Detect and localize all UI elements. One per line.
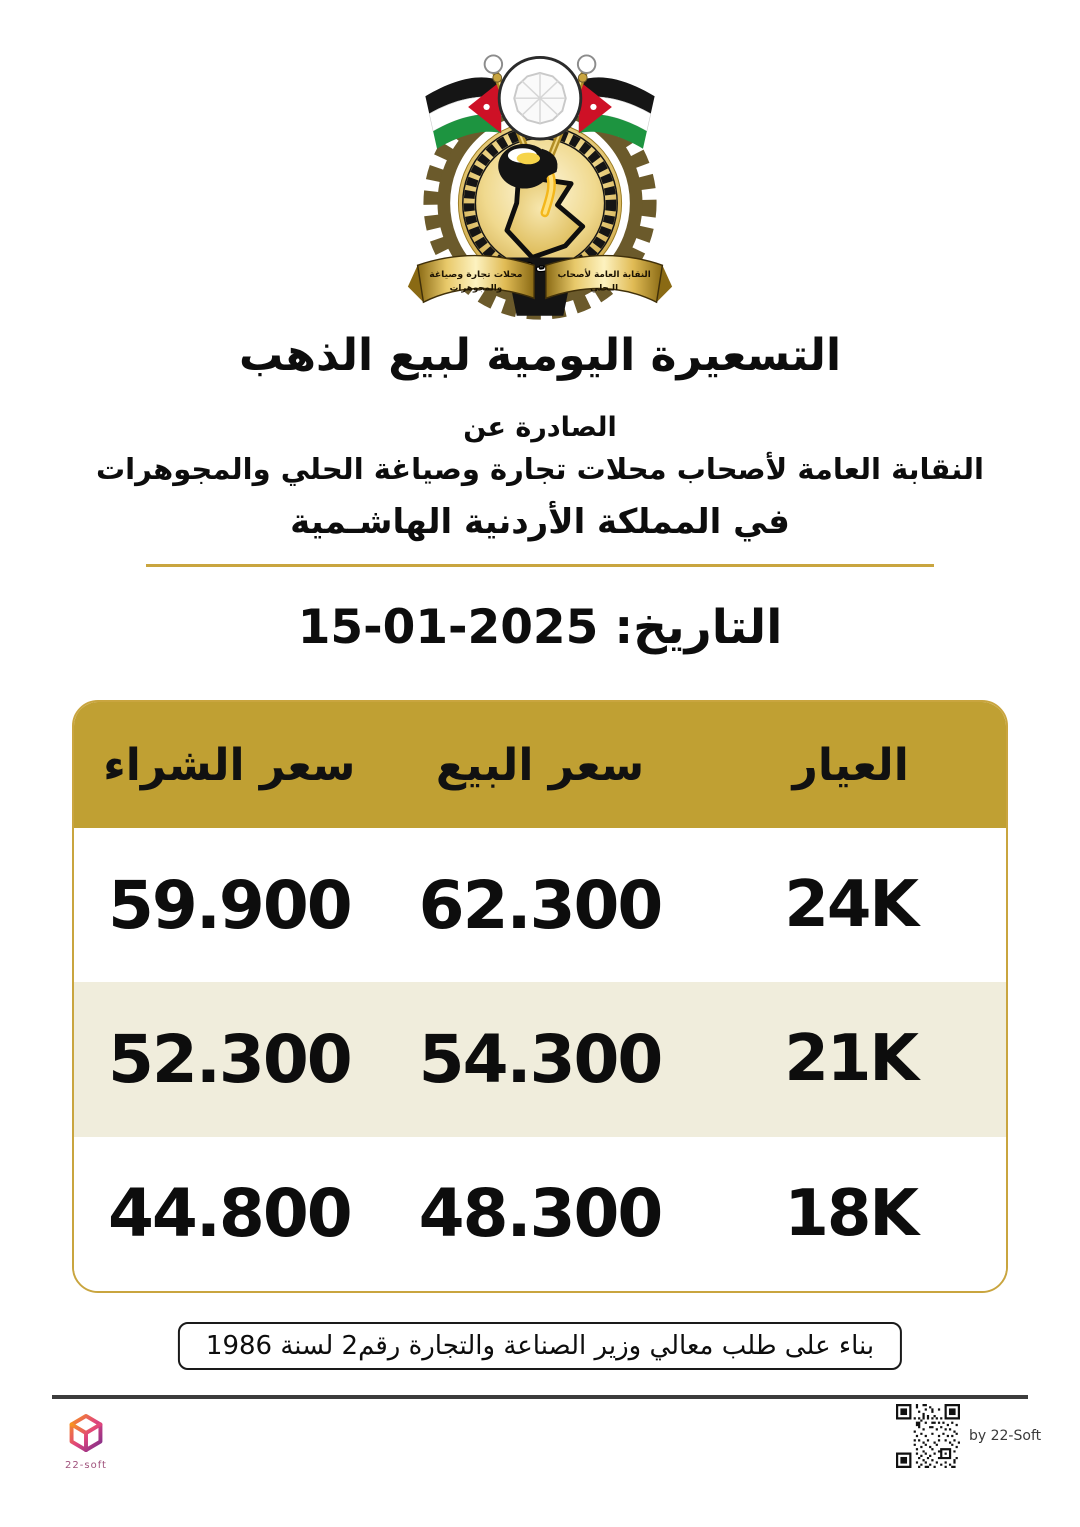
header-karat: العيار	[792, 739, 909, 791]
qr-caption: by 22-Soft	[969, 1428, 1042, 1444]
issuer-name: النقابة العامة لأصحاب محلات تجارة وصياغة الحلي والمجوهرات	[96, 452, 984, 486]
sell-price-cell: 62.300	[418, 866, 662, 944]
date-label: التاريخ:	[614, 600, 783, 655]
karat-cell: 18K	[784, 1176, 917, 1251]
sell-price-cell: 48.300	[418, 1175, 662, 1253]
legal-note: بناء على طلب معالي وزير الصناعة والتجارة رقم2 لسنة 1986	[178, 1322, 902, 1370]
table-row-21k	[74, 982, 1006, 1136]
qr-code-icon	[896, 1404, 960, 1468]
qr-block	[896, 1404, 1041, 1468]
header-sell-price: سعر البيع	[435, 739, 645, 791]
gold-price-table	[72, 700, 1008, 1293]
buy-price-cell: 59.900	[108, 866, 351, 944]
brand-block	[54, 1412, 118, 1471]
page-title: التسعيرة اليومية لبيع الذهب	[238, 330, 842, 381]
karat-cell: 24K	[784, 868, 917, 943]
svg-text:النقابة العامة لأصحاب: النقابة العامة لأصحاب	[557, 269, 651, 280]
date-value: 15-01-2025	[297, 600, 599, 655]
svg-text:الـحلي: الـحلي	[590, 283, 619, 294]
svg-text:والمجوهرات: والمجوهرات	[449, 283, 503, 294]
table-row-18k	[74, 1137, 1006, 1291]
issued-by-label: الصادرة عن	[463, 412, 617, 443]
syndicate-logo	[404, 22, 676, 328]
date-line	[0, 600, 1080, 655]
svg-text:محلات تجارة وصياغة: محلات تجارة وصياغة	[429, 269, 523, 280]
region-name: في المملكة الأردنية الهاشـمية	[290, 502, 790, 542]
buy-price-cell: 44.800	[108, 1175, 351, 1253]
syndicate-emblem-graphic	[404, 22, 676, 324]
header-buy-price: سعر الشراء	[103, 739, 356, 791]
table-header-row	[74, 702, 1006, 828]
table-row-24k	[74, 828, 1006, 982]
22soft-cube-icon	[65, 1412, 107, 1454]
brand-label: 22-soft	[65, 1460, 107, 1471]
diamond-icon	[499, 57, 581, 139]
gold-separator	[146, 564, 934, 567]
buy-price-cell: 52.300	[108, 1020, 351, 1098]
karat-cell: 21K	[784, 1022, 917, 1097]
footer-divider	[52, 1395, 1028, 1399]
sell-price-cell: 54.300	[418, 1020, 662, 1098]
